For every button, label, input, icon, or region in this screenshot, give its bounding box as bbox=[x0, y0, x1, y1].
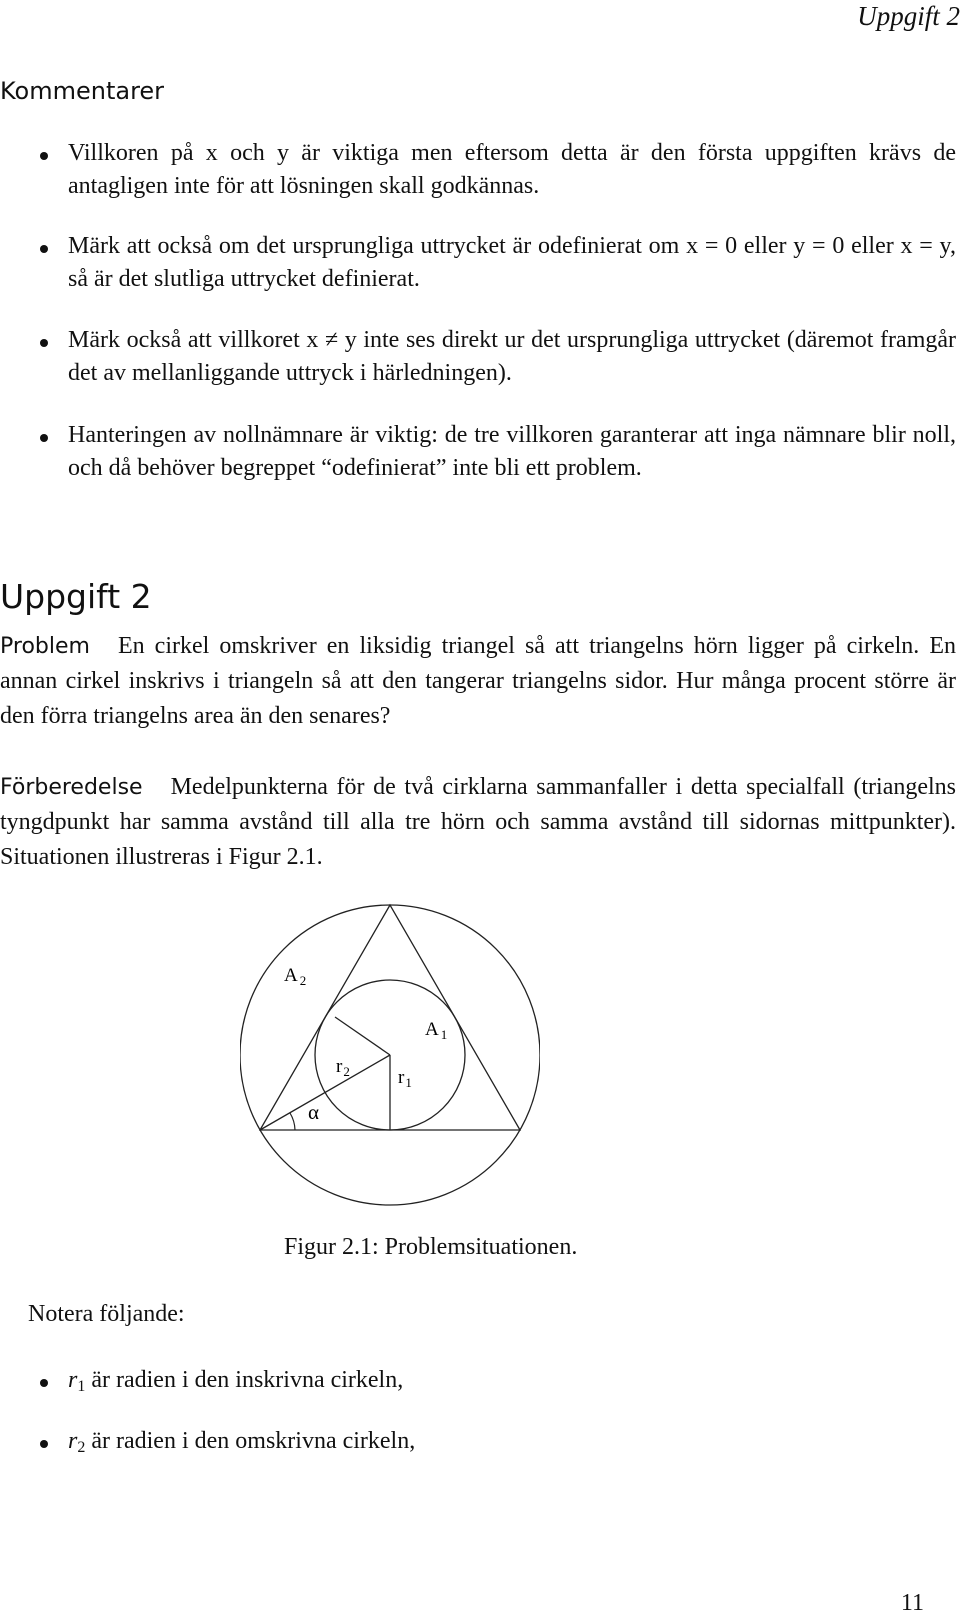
comment-item-2: Märk att också om det ursprungliga uttrycket är odefinierat om x = 0 eller y = 0 eller x = y, så är det slutliga uttrycket definierat. bbox=[0, 230, 956, 296]
comments-list bbox=[0, 230, 956, 296]
running-head: Uppgift 2 bbox=[857, 1, 960, 31]
notes-intro: Notera följande: bbox=[28, 1301, 185, 1327]
comment-item-4: Hanteringen av nollnämnare är viktig: de tre villkoren garanterar att inga nämnare blir noll, och då behöver begreppet “odefinierat” inte bli ett problem. bbox=[0, 419, 956, 485]
problem-label: Problem bbox=[0, 634, 90, 659]
problem-paragraph bbox=[0, 629, 956, 734]
note-item-2 bbox=[0, 1425, 956, 1464]
bullet-icon bbox=[40, 245, 48, 253]
notes-list bbox=[0, 1425, 956, 1464]
preparation-text: Medelpunkterna för de två cirklarna sammanfaller i detta specialfall (triangelns tyngdpunkt har samma avstånd till alla tre hörn och samma avstånd till sidornas mittpunkter). Situationen illustreras i Figur 2.1. bbox=[0, 774, 956, 870]
bullet-icon bbox=[40, 339, 48, 347]
figure-caption: Figur 2.1: Problemsituationen. bbox=[284, 1234, 578, 1260]
radius-r2-line bbox=[260, 1055, 390, 1130]
preparation-paragraph bbox=[0, 770, 956, 875]
label-a2: A $_2$ bbox=[284, 965, 307, 988]
bullet-icon bbox=[40, 152, 48, 160]
page-number: 11 bbox=[900, 1590, 924, 1616]
bullet-icon bbox=[40, 1440, 48, 1448]
circle-triangle-figure bbox=[240, 898, 540, 1220]
angle-alpha-arc bbox=[290, 1113, 295, 1130]
comments-heading: Kommentarer bbox=[0, 77, 165, 105]
label-alpha: α bbox=[308, 1100, 320, 1124]
note-text: är radien i den inskrivna cirkeln, bbox=[91, 1367, 404, 1393]
note-symbol: r bbox=[68, 1428, 78, 1454]
comment-item-1: Villkoren på x och y är viktiga men eftersom detta är den första uppgiften krävs de antagligen inte för att lösningen skall godkännas. bbox=[0, 137, 956, 203]
note-symbol: r bbox=[68, 1367, 78, 1393]
comments-list bbox=[0, 137, 956, 203]
note-item-1 bbox=[0, 1364, 956, 1403]
preparation-label: Förberedelse bbox=[0, 775, 143, 800]
notes-list bbox=[0, 1364, 956, 1403]
note-text: är radien i den omskrivna cirkeln, bbox=[91, 1428, 416, 1454]
comment-item-3: Märk också att villkoret x ≠ y inte ses direkt ur det ursprungliga uttrycket (däremot framgår det av mellanliggande uttryck i härledningen). bbox=[0, 324, 956, 390]
note-symbol-sub: 1 bbox=[77, 1378, 86, 1395]
comments-list bbox=[0, 419, 956, 485]
problem-text: En cirkel omskriver en liksidig triangel så att triangelns hörn ligger på cirkeln. En annan cirkel inskrivs i triangeln så att den tangerar triangelns sidor. Hur många procent större är den förra triangelns area än den senares? bbox=[0, 633, 956, 729]
section-title: Uppgift 2 bbox=[0, 577, 152, 616]
label-r2: $r_2$ bbox=[336, 1056, 350, 1079]
bullet-icon bbox=[40, 434, 48, 442]
label-r1: $r_1$ bbox=[398, 1067, 412, 1090]
comments-list bbox=[0, 324, 956, 390]
label-a1: A $_1$ bbox=[425, 1019, 448, 1042]
bullet-icon bbox=[40, 1379, 48, 1387]
apex-to-center-line bbox=[335, 1017, 390, 1055]
note-symbol-sub: 2 bbox=[77, 1439, 86, 1456]
